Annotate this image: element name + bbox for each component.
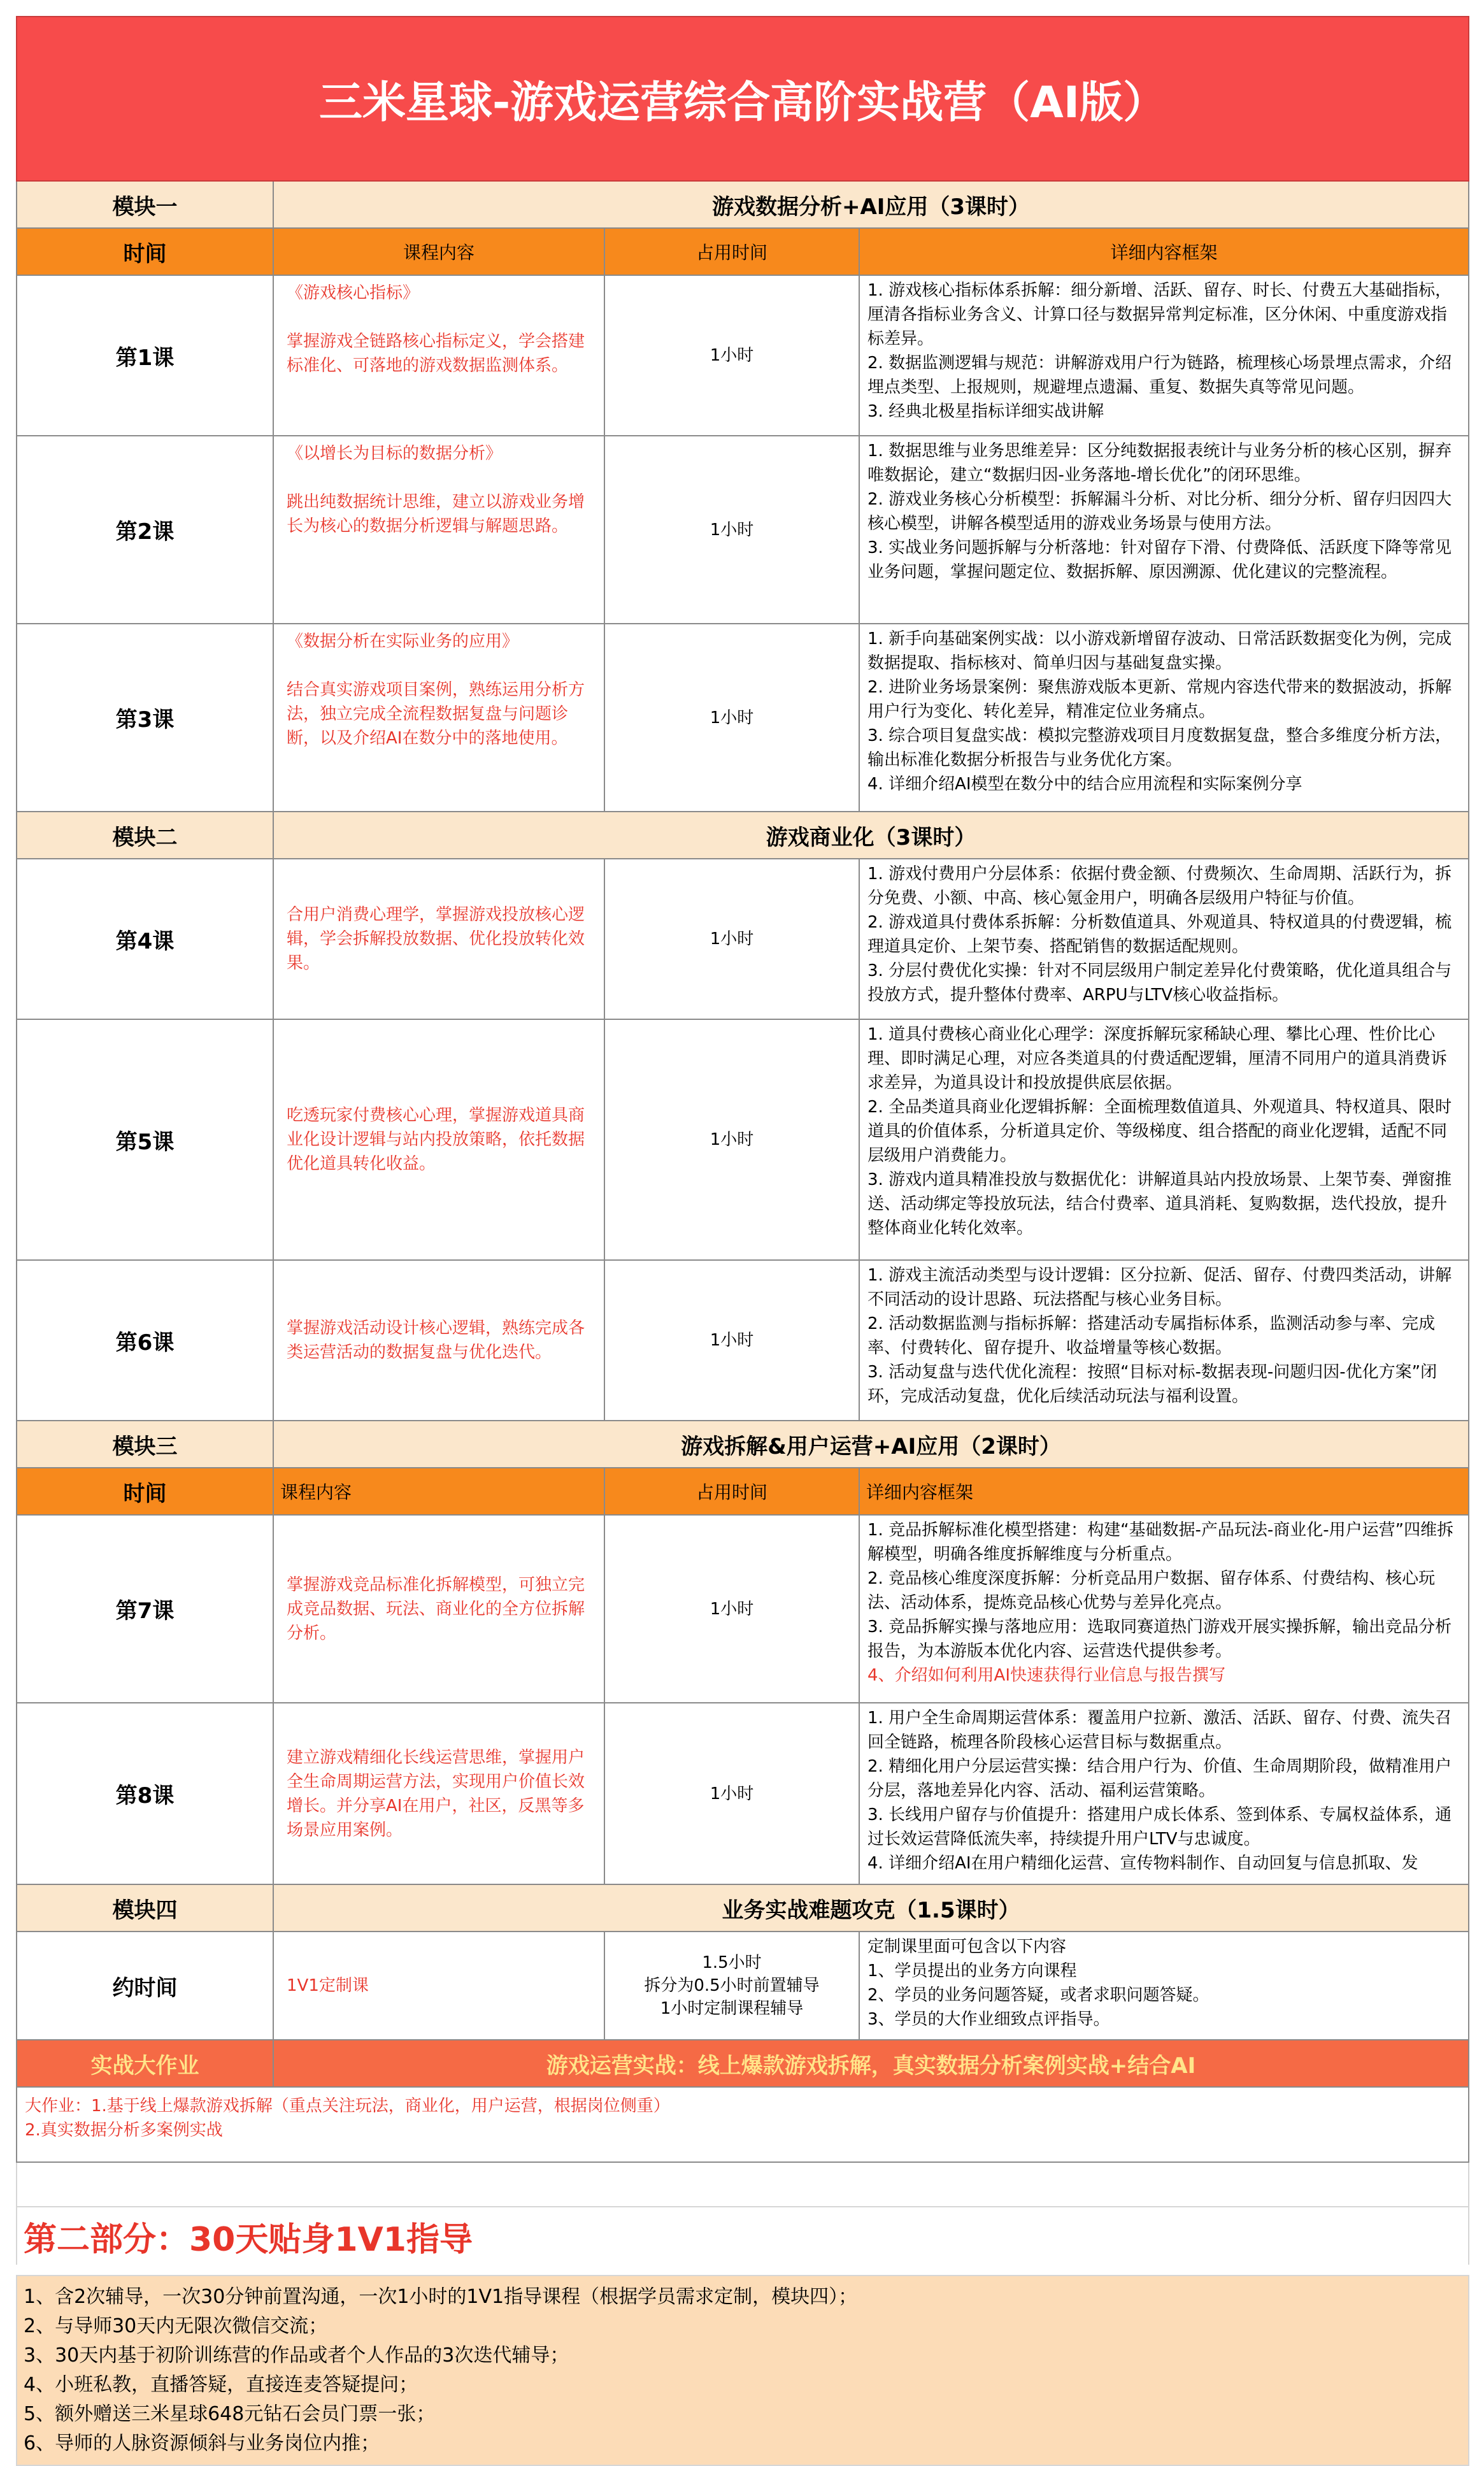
part2-list	[17, 2276, 1469, 2465]
lesson-detail	[859, 1019, 1469, 1260]
lesson-row	[17, 275, 1469, 436]
col-header-duration: 占用时间	[604, 228, 859, 275]
lesson-content-title: 《游戏核心指标》	[287, 283, 420, 303]
module1-title: 游戏数据分析+AI应用（3课时）	[273, 181, 1469, 228]
lesson-duration: 1小时	[604, 275, 859, 436]
part2-item: 4、小班私教，直播答疑，直接连麦答疑提问；	[24, 2374, 418, 2396]
detail-item: 1、学员提出的业务方向课程	[867, 1961, 1077, 1981]
detail-item: 1. 竞品拆解标准化模型搭建：构建“基础数据-产品玩法-商业化-用户运营”四维拆解模型，明确各维度拆解维度与分析重点。	[867, 1521, 1454, 1564]
lesson-name: 第8课	[17, 1703, 273, 1884]
lesson-detail	[859, 1932, 1469, 2040]
detail-item: 1. 道具付费核心商业化心理学：深度拆解玩家稀缺心理、攀比心理、性价比心理、即时满足心理，对应各类道具的付费适配逻辑，厘清不同用户的道具消费诉求差异，为道具设计和投放提供底层依据。	[867, 1025, 1448, 1093]
detail-item: 2. 进阶业务场景案例：聚焦游戏版本更新、常规内容迭代带来的数据波动，拆解用户行为变化、转化差异，精准定位业务痛点。	[867, 678, 1452, 721]
lesson-name: 第1课	[17, 275, 273, 436]
lesson-content-body: 合用户消费心理学，掌握游戏投放核心逻辑，学会拆解投放数据、优化投放转化效果。	[287, 905, 585, 973]
detail-item: 3. 游戏内道具精准投放与数据优化：讲解道具站内投放场景、上架节奏、弹窗推送、活动绑定等投放玩法，结合付费率、道具消耗、复购数据，迭代投放，提升整体商业化转化效率。	[867, 1170, 1452, 1238]
detail-item: 1. 游戏付费用户分层体系：依据付费金额、付费频次、生命周期、活跃行为，拆分免费、小额、中高、核心氪金用户，明确各层级用户特征与价值。	[867, 864, 1452, 908]
lesson-content	[273, 1019, 604, 1260]
page-title: 三米星球-游戏运营综合高阶实战营（AI版）	[17, 17, 1469, 181]
detail-item: 3. 长线用户留存与价值提升：搭建用户成长体系、签到体系、专属权益体系，通过长效运营降低流失率，持续提升用户LTV与忠诚度。	[867, 1805, 1452, 1849]
lesson-content-body: 掌握游戏活动设计核心逻辑，熟练完成各类运营活动的数据复盘与优化迭代。	[287, 1319, 585, 1362]
lesson-content	[273, 859, 604, 1019]
lesson-content-body: 掌握游戏竞品标准化拆解模型，可独立完成竞品数据、玩法、商业化的全方位拆解分析。	[287, 1575, 585, 1643]
detail-item: 3. 综合项目复盘实战：模拟完整游戏项目月度数据复盘，整合多维度分析方法，输出标准化数据分析报告与业务优化方案。	[867, 726, 1452, 770]
lesson-row	[17, 624, 1469, 812]
lesson-detail	[859, 1515, 1469, 1703]
homework-line: 2.真实数据分析多案例实战	[25, 2121, 223, 2140]
lesson-content-title: 《以增长为目标的数据分析》	[287, 444, 503, 463]
detail-item: 2. 游戏业务核心分析模型：拆解漏斗分析、对比分析、细分分析、留存归因四大核心模型，讲解各模型适用的游戏业务场景与使用方法。	[867, 490, 1452, 533]
lesson-row	[17, 1515, 1469, 1703]
spacer	[17, 2162, 1469, 2207]
lesson-content	[273, 624, 604, 812]
lesson-duration: 1小时	[604, 624, 859, 812]
lesson-name: 第6课	[17, 1260, 273, 1421]
lesson-content	[273, 275, 604, 436]
col-header-content: 课程内容	[273, 228, 604, 275]
homework-note	[17, 2087, 1469, 2162]
lesson-name: 第5课	[17, 1019, 273, 1260]
col-header-detail: 详细内容框架	[859, 228, 1469, 275]
part2-title: 第二部分：30天贴身1V1指导	[17, 2207, 1469, 2265]
detail-item: 2. 全品类道具商业化逻辑拆解：全面梳理数值道具、外观道具、特权道具、限时道具的价值体系，分析道具定价、等级梯度、组合搭配的商业化逻辑，适配不同层级用户消费能力。	[867, 1098, 1452, 1165]
lesson-content-body: 掌握游戏全链路核心指标定义，学会搭建标准化、可落地的游戏数据监测体系。	[287, 332, 585, 375]
col-header-time: 时间	[17, 1468, 273, 1515]
col-header-duration: 占用时间	[604, 1468, 859, 1515]
lesson-duration: 1小时	[604, 1703, 859, 1884]
lesson-content	[273, 1703, 604, 1884]
detail-item: 定制课里面可包含以下内容	[867, 1937, 1067, 1956]
lesson-name: 第2课	[17, 436, 273, 624]
lesson-detail	[859, 1260, 1469, 1421]
col-header-time: 时间	[17, 228, 273, 275]
lesson-row	[17, 1260, 1469, 1421]
module4-title: 业务实战难题攻克（1.5课时）	[273, 1884, 1469, 1932]
detail-item: 2. 活动数据监测与指标拆解：搭建活动专属指标体系，监测活动参与率、完成率、付费转化、留存提升、收益增量等核心数据。	[867, 1314, 1436, 1358]
detail-item-highlight: 4、介绍如何利用AI快速获得行业信息与报告撰写	[867, 1666, 1225, 1685]
detail-item: 1. 用户全生命周期运营体系：覆盖用户拉新、激活、活跃、留存、付费、流失召回全链路，梳理各阶段核心运营目标与数据重点。	[867, 1709, 1452, 1752]
lesson-duration: 1小时	[604, 859, 859, 1019]
lesson-content	[273, 1515, 604, 1703]
lesson-duration	[604, 1932, 859, 2040]
module2-title: 游戏商业化（3课时）	[273, 812, 1469, 859]
course-sheet	[16, 16, 1468, 2466]
lesson-content	[273, 1260, 604, 1421]
lesson-content	[273, 1932, 604, 2040]
lesson-name: 第7课	[17, 1515, 273, 1703]
lesson-row	[17, 859, 1469, 1019]
lesson-duration: 1小时	[604, 1515, 859, 1703]
detail-item: 3、学员的大作业细致点评指导。	[867, 2010, 1110, 2029]
detail-item: 2. 数据监测逻辑与规范：讲解游戏用户行为链路，梳理核心场景埋点需求，介绍埋点类型、上报规则，规避埋点遗漏、重复、数据失真等常见问题。	[867, 354, 1452, 397]
lesson-row	[17, 1019, 1469, 1260]
lesson-detail	[859, 624, 1469, 812]
detail-item: 1. 新手向基础案例实战：以小游戏新增留存波动、日常活跃数据变化为例，完成数据提取、指标核对、简单归因与基础复盘实操。	[867, 629, 1452, 673]
lesson-content-body: 建立游戏精细化长线运营思维，掌握用户全生命周期运营方法，实现用户价值长效增长。并分享AI在用户，社区，反黑等多场景应用案例。	[287, 1747, 585, 1840]
detail-item: 3. 经典北极星指标详细实战讲解	[867, 402, 1104, 421]
practice-text: 游戏运营实战：线上爆款游戏拆解，真实数据分析案例实战+结合AI	[273, 2040, 1469, 2087]
homework-line: 大作业：1.基于线上爆款游戏拆解（重点关注玩法，商业化，用户运营，根据岗位侧重）	[25, 2097, 670, 2116]
detail-item: 1. 数据思维与业务思维差异：区分纯数据报表统计与业务分析的核心区别，摒弃唯数据论，建立“数据归因-业务落地-增长优化”的闭环思维。	[867, 441, 1452, 485]
lesson-detail	[859, 859, 1469, 1019]
module1-label: 模块一	[17, 181, 273, 228]
duration-line: 拆分为0.5小时前置辅导	[644, 1976, 820, 1995]
detail-item: 3. 活动复盘与迭代优化流程：按照“目标对标-数据表现-问题归因-优化方案”闭环，完成活动复盘，优化后续活动玩法与福利设置。	[867, 1363, 1438, 1406]
course-table	[16, 16, 1469, 2466]
module3-title: 游戏拆解&用户运营+AI应用（2课时）	[273, 1421, 1469, 1468]
lesson-name: 第3课	[17, 624, 273, 812]
part2-item: 3、30天内基于初阶训练营的作品或者个人作品的3次迭代辅导；	[24, 2344, 569, 2367]
lesson-content-title: 《数据分析在实际业务的应用》	[287, 632, 519, 651]
lesson-content-body: 1V1定制课	[287, 1976, 369, 1995]
detail-item: 1. 游戏核心指标体系拆解：细分新增、活跃、留存、时长、付费五大基础指标，厘清各指标业务含义、计算口径与数据异常判定标准，区分休闲、中重度游戏指标差异。	[867, 281, 1452, 348]
detail-item: 3. 实战业务问题拆解与分析落地：针对留存下滑、付费降低、活跃度下降等常见业务问题，掌握问题定位、数据拆解、原因溯源、优化建议的完整流程。	[867, 538, 1452, 582]
col-header-content: 课程内容	[273, 1468, 604, 1515]
lesson-row	[17, 1932, 1469, 2040]
lesson-detail	[859, 275, 1469, 436]
lesson-content	[273, 436, 604, 624]
duration-line: 1小时定制课程辅导	[660, 1999, 804, 2018]
lesson-duration: 1小时	[604, 1260, 859, 1421]
detail-item: 3. 分层付费优化实操：针对不同层级用户制定差异化付费策略，优化道具组合与投放方式，提升整体付费率、ARPU与LTV核心收益指标。	[867, 961, 1452, 1005]
lesson-detail	[859, 1703, 1469, 1884]
detail-item: 2. 竞品核心维度深度拆解：分析竞品用户数据、留存体系、付费结构、核心玩法、活动体系，提炼竞品核心优势与差异化亮点。	[867, 1569, 1436, 1612]
detail-item: 2、学员的业务问题答疑，或者求职问题答疑。	[867, 1986, 1209, 2005]
practice-label: 实战大作业	[17, 2040, 273, 2087]
detail-item: 4. 详细介绍AI模型在数分中的结合应用流程和实际案例分享	[867, 775, 1302, 794]
detail-item: 3. 竞品拆解实操与落地应用：选取同赛道热门游戏开展实操拆解，输出竞品分析报告，为本游版本优化内容、运营迭代提供参考。	[867, 1617, 1452, 1661]
col-header-detail: 详细内容框架	[859, 1468, 1469, 1515]
detail-item: 1. 游戏主流活动类型与设计逻辑：区分拉新、促活、留存、付费四类活动，讲解不同活动的设计思路、玩法搭配与核心业务目标。	[867, 1266, 1452, 1309]
lesson-content-body: 结合真实游戏项目案例，熟练运用分析方法，独立完成全流程数据复盘与问题诊断，以及介绍AI在数分中的落地使用。	[287, 680, 585, 748]
lesson-content-body: 跳出纯数据统计思维，建立以游戏业务增长为核心的数据分析逻辑与解题思路。	[287, 492, 585, 536]
module2-label: 模块二	[17, 812, 273, 859]
lesson-name: 约时间	[17, 1932, 273, 2040]
lesson-detail	[859, 436, 1469, 624]
detail-item: 2. 精细化用户分层运营实操：结合用户行为、价值、生命周期阶段，做精准用户分层，落地差异化内容、活动、福利运营策略。	[867, 1757, 1452, 1800]
module4-label: 模块四	[17, 1884, 273, 1932]
part2-item: 5、额外赠送三米星球648元钻石会员门票一张；	[24, 2403, 436, 2425]
detail-item: 2. 游戏道具付费体系拆解：分析数值道具、外观道具、特权道具的付费逻辑，梳理道具定价、上架节奏、搭配销售的数据适配规则。	[867, 913, 1452, 956]
duration-line: 1.5小时	[702, 1953, 762, 1972]
part2-item: 2、与导师30天内无限次微信交流；	[24, 2315, 328, 2337]
part2-item: 6、导师的人脉资源倾斜与业务岗位内推；	[24, 2432, 380, 2455]
lesson-row	[17, 436, 1469, 624]
lesson-name: 第4课	[17, 859, 273, 1019]
lesson-duration: 1小时	[604, 436, 859, 624]
lesson-row	[17, 1703, 1469, 1884]
lesson-content-body: 吃透玩家付费核心心理，掌握游戏道具商业化设计逻辑与站内投放策略，依托数据优化道具转化收益。	[287, 1106, 585, 1173]
lesson-duration: 1小时	[604, 1019, 859, 1260]
part2-item: 1、含2次辅导，一次30分钟前置沟通，一次1小时的1V1指导课程（根据学员需求定制，模块四）；	[24, 2286, 858, 2308]
detail-item: 4. 详细介绍AI在用户精细化运营、宣传物料制作、自动回复与信息抓取、发	[867, 1854, 1418, 1873]
module3-label: 模块三	[17, 1421, 273, 1468]
